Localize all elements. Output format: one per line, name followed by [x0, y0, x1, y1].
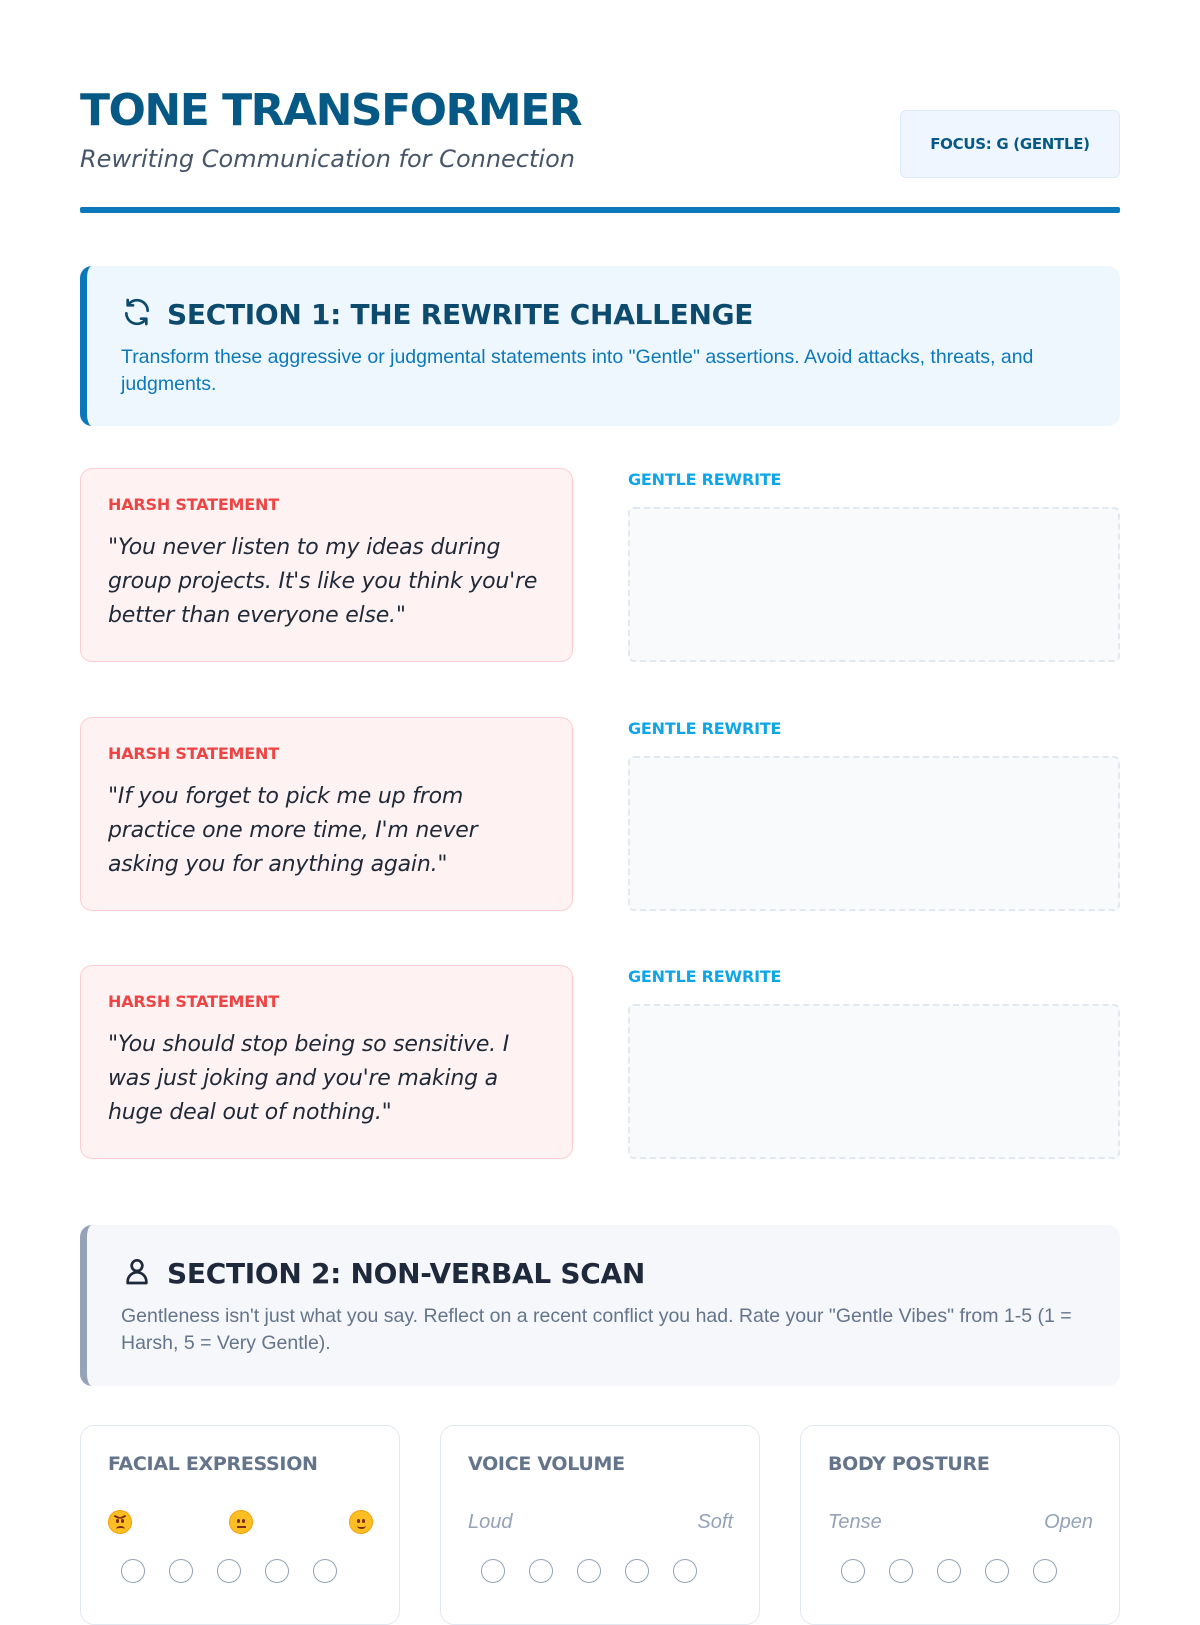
rating-card-body-posture: [800, 1425, 1120, 1625]
rating-title: VOICE VOLUME: [468, 1453, 625, 1475]
rating-options: [841, 1559, 1057, 1583]
scale-high-label: Open: [1044, 1510, 1093, 1533]
gentle-rewrite-field[interactable]: [628, 507, 1120, 662]
harsh-statement-label: HARSH STATEMENT: [108, 495, 279, 514]
gentle-rewrite-field[interactable]: [628, 756, 1120, 911]
rating-radio-2[interactable]: [169, 1559, 193, 1583]
scale-low-label: Loud: [468, 1510, 513, 1533]
section-1-title: SECTION 1: THE REWRITE CHALLENGE: [167, 297, 754, 331]
harsh-statement-label: HARSH STATEMENT: [108, 744, 279, 763]
harsh-statement-card: [80, 717, 573, 911]
rating-radio-1[interactable]: [121, 1559, 145, 1583]
rating-options: [121, 1559, 337, 1583]
rating-title: FACIAL EXPRESSION: [108, 1453, 318, 1475]
harsh-statement-text: "If you forget to pick me up from practice one more time, I'm never asking you for anything again.": [108, 784, 478, 877]
rating-radio-1[interactable]: [841, 1559, 865, 1583]
rating-radio-5[interactable]: [1033, 1559, 1057, 1583]
refresh-icon: [121, 296, 153, 333]
rating-radio-2[interactable]: [889, 1559, 913, 1583]
page-subtitle: Rewriting Communication for Connection: [80, 145, 575, 173]
section-2-title: SECTION 2: NON-VERBAL SCAN: [167, 1256, 646, 1290]
rating-radio-3[interactable]: [217, 1559, 241, 1583]
section-1-panel: [80, 266, 1120, 426]
rating-title: BODY POSTURE: [828, 1453, 990, 1475]
gentle-rewrite-label: GENTLE REWRITE: [628, 967, 782, 986]
smiling-face-icon: [349, 1510, 373, 1534]
rating-radio-5[interactable]: [673, 1559, 697, 1583]
rating-options: [481, 1559, 697, 1583]
header-divider: [80, 207, 1120, 213]
gentle-rewrite-field[interactable]: [628, 1004, 1120, 1159]
page-title: TONE TRANSFORMER: [80, 85, 582, 136]
gentle-rewrite-label: GENTLE REWRITE: [628, 719, 782, 738]
gentle-rewrite-label: GENTLE REWRITE: [628, 470, 782, 489]
rating-radio-3[interactable]: [937, 1559, 961, 1583]
word-scale: [828, 1508, 1093, 1536]
harsh-statement-text: "You never listen to my ideas during group projects. It's like you think you're better than everyone else.": [108, 535, 538, 628]
rating-card-voice-volume: [440, 1425, 760, 1625]
rating-radio-4[interactable]: [625, 1559, 649, 1583]
harsh-statement-text: "You should stop being so sensitive. I was just joking and you're making a huge deal out of nothing.": [108, 1032, 510, 1125]
scale-low-label: Tense: [828, 1510, 882, 1533]
rating-radio-3[interactable]: [577, 1559, 601, 1583]
emoji-scale: [108, 1508, 373, 1536]
section-1-description: Transform these aggressive or judgmental statements into "Gentle" assertions. Avoid attacks, threats, and judgments.: [121, 346, 1034, 395]
scale-high-label: Soft: [697, 1510, 733, 1533]
rating-radio-5[interactable]: [313, 1559, 337, 1583]
person-icon: [121, 1255, 153, 1292]
worksheet-page: [80, 0, 1120, 1600]
rating-card-facial-expression: [80, 1425, 400, 1625]
harsh-statement-label: HARSH STATEMENT: [108, 992, 279, 1011]
section-2-panel: [80, 1225, 1120, 1386]
angry-face-icon: [108, 1510, 132, 1534]
focus-badge: FOCUS: G (GENTLE): [900, 110, 1120, 178]
rating-radio-1[interactable]: [481, 1559, 505, 1583]
rating-radio-4[interactable]: [265, 1559, 289, 1583]
word-scale: [468, 1508, 733, 1536]
section-2-description: Gentleness isn't just what you say. Reflect on a recent conflict you had. Rate your "Gentle Vibes" from 1-5 (1 = Harsh, 5 = Very Gentle).: [121, 1305, 1072, 1354]
rating-radio-2[interactable]: [529, 1559, 553, 1583]
neutral-face-icon: [229, 1510, 253, 1534]
harsh-statement-card: [80, 468, 573, 662]
harsh-statement-card: [80, 965, 573, 1159]
rating-radio-4[interactable]: [985, 1559, 1009, 1583]
